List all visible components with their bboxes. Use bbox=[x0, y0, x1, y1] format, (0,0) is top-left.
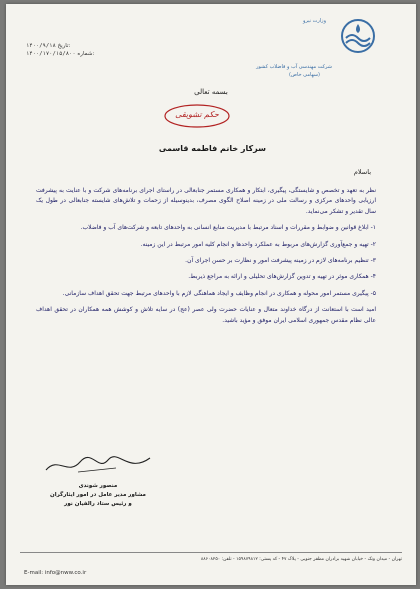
stamp-text: حکم تشویقی bbox=[175, 110, 219, 119]
signer-title: مشاور مدیر عامل در امور ایثارگران bbox=[50, 492, 146, 498]
footer-divider bbox=[20, 552, 402, 553]
letter-body bbox=[36, 186, 376, 332]
signature-icon bbox=[38, 452, 158, 478]
letter-date: ۱۴۰۰/۹/۱۸ تاریخ: bbox=[26, 43, 71, 49]
letter-page bbox=[6, 4, 416, 585]
salutation: باسلام bbox=[353, 168, 371, 176]
letter-number: ۱۴۰۰/۱۷۰/۱۵/۸۰۰ شماره: bbox=[26, 51, 95, 57]
company-logo-icon bbox=[340, 18, 376, 54]
body-paragraph: ۴- همکاری موثر در تهیه و تدوین گزارش‌های تحلیلی و ارائه به مراجع ذیربط. bbox=[188, 273, 376, 281]
body-paragraph: ۲- تهیه و جمع‌آوری گزارش‌های مربوط به عملکرد واحدها و انجام کلیه امور مرتبط در این زمینه. bbox=[140, 240, 376, 248]
body-paragraph: امید است با استعانت از درگاه خداوند متعال و عنایات حضرت ولی عصر (عج) در سایه تلاش و کوشش همه همکاران در تحقق اهداف عالی نظام مقدس جمهوری اسلامی ایران موفق و مؤید باشید. bbox=[36, 306, 376, 324]
body-paragraph: ۳- تنظیم برنامه‌های لازم در زمینه پیشرفت امور و نظارت بر حسن اجرای آن. bbox=[185, 257, 376, 265]
company-name: شرکت مهندسی آب و فاضلاب کشور bbox=[256, 64, 332, 70]
letter-meta bbox=[26, 42, 94, 58]
ministry-name: وزارت نیرو bbox=[302, 18, 326, 24]
footer-address: تهران - میدان ونک - خیابان شهید برادران مظفر جنوبی - پلاک ۴۷ - کد پستی: ۱۵۹۸۷۹۸۱۲ - تلفن: ۸۸۶۰۸۲۵۰ bbox=[200, 557, 402, 562]
signer-title-2: و رئیس ستاد رالفیان نور bbox=[64, 501, 132, 507]
body-paragraph: ۱- ابلاغ قوانین و ضوابط و مقررات و اسناد مرتبط با مدیریت منابع انسانی به واحدهای تابعه و شرکت‌های آب و فاضلاب. bbox=[80, 224, 376, 232]
bismillah: بسمه تعالی bbox=[194, 88, 228, 96]
footer-email: E-mail: info@nww.co.ir bbox=[24, 570, 87, 576]
body-paragraph: نظر به تعهد و تخصص و شایستگی، پیگیری، ابتکار و همکاری مستمر جنابعالی در راستای اجرای برنامه‌های شرکت و با عنایت به پیشرفت ارزیابی واحدهای مرکزی و رسالت ملی در زمینه اصلاح الگوی مصرف، بدینوسیله از زحمات و تلاش‌های شایسته جنابعالی در طول یک سال تقدیر و تشکر می‌نماید. bbox=[36, 187, 376, 215]
company-subtitle: (سهامی خاص) bbox=[288, 72, 320, 78]
body-paragraph: ۵- پیگیری مستمر امور محوله و همکاری در انجام وظایف و ایجاد هماهنگی لازم با واحدهای مرتبط جهت تحقق اهداف سازمانی. bbox=[62, 289, 376, 297]
signer-block bbox=[50, 482, 146, 509]
recipient-name: سرکار خانم فاطمه قاسمی bbox=[158, 144, 266, 153]
signer-name: منصور شوندی bbox=[78, 483, 118, 489]
